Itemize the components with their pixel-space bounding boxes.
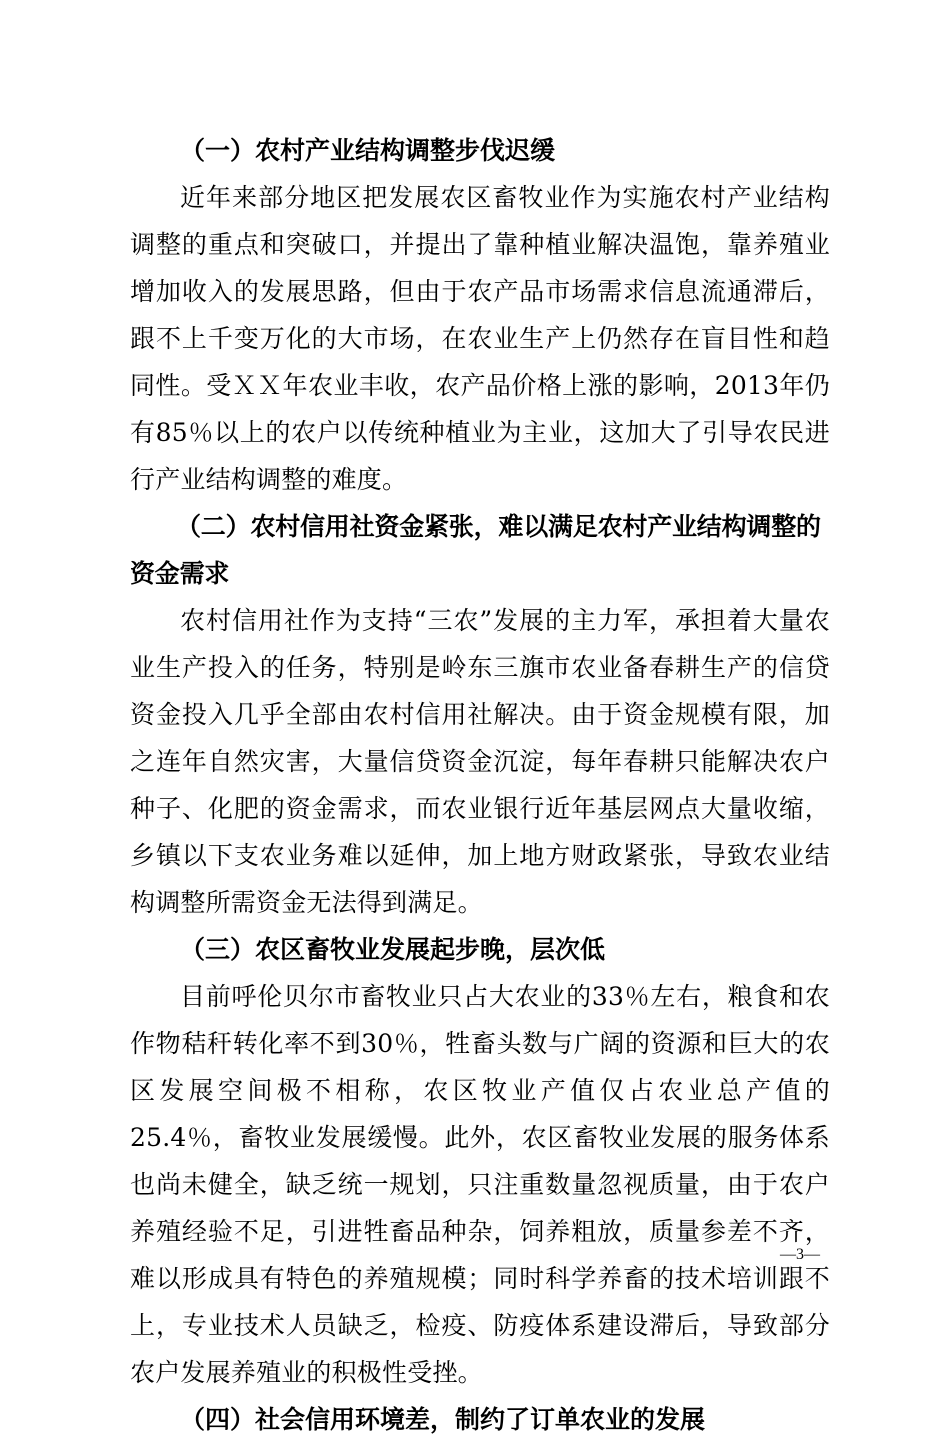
- section-1-paragraph: 近年来部分地区把发展农区畜牧业作为实施农村产业结构调整的重点和突破口，并提出了靠种植业解决温饱，靠养殖业增加收入的发展思路，但由于农产品市场需求信息流通滞后，跟不上千变万化的大市场，在农业生产上仍然存在盲目性和趋同性。受ＸＸ年农业丰收，农产品价格上涨的影响，2013年仍有85％以上的农户以传统种植业为主业，这加大了引导农民进行产业结构调整的难度。: [130, 183, 830, 494]
- section-2-paragraph: 农村信用社作为支持“三农”发展的主力军，承担着大量农业生产投入的任务，特别是岭东三旗市农业备春耕生产的信贷资金投入几乎全部由农村信用社解决。由于资金规模有限，加之连年自然灾害，大量信贷资金沉淀，每年春耕只能解决农户种子、化肥的资金需求，而农业银行近年基层网点大量收缩，乡镇以下支农业务难以延伸，加上地方财政紧张，导致农业结构调整所需资金无法得到满足。: [130, 606, 830, 917]
- section-2-heading: （二）农村信用社资金紧张，难以满足农村产业结构调整的资金需求: [130, 512, 821, 588]
- document-body: [130, 127, 830, 1443]
- section-4-heading: （四）社会信用环境差，制约了订单农业的发展: [180, 1405, 706, 1434]
- section-1-heading: （一）农村产业结构调整步伐迟缓: [180, 136, 556, 165]
- section-3-heading: （三）农区畜牧业发展起步晚，层次低: [180, 935, 606, 964]
- page-number: —3—: [780, 1246, 820, 1263]
- section-3-paragraph: 目前呼伦贝尔市畜牧业只占大农业的33％左右，粮食和农作物秸秆转化率不到30％，牲畜头数与广阔的资源和巨大的农区发展空间极不相称，农区牧业产值仅占农业总产值的25.4％，畜牧业发展缓慢。此外，农区畜牧业发展的服务体系也尚未健全，缺乏统一规划，只注重数量忽视质量，由于农户养殖经验不足，引进牲畜品种杂，饲养粗放，质量参差不齐，难以形成具有特色的养殖规模；同时科学养畜的技术培训跟不上，专业技术人员缺乏，检疫、防疫体系建设滞后，导致部分农户发展养殖业的积极性受挫。: [130, 982, 830, 1387]
